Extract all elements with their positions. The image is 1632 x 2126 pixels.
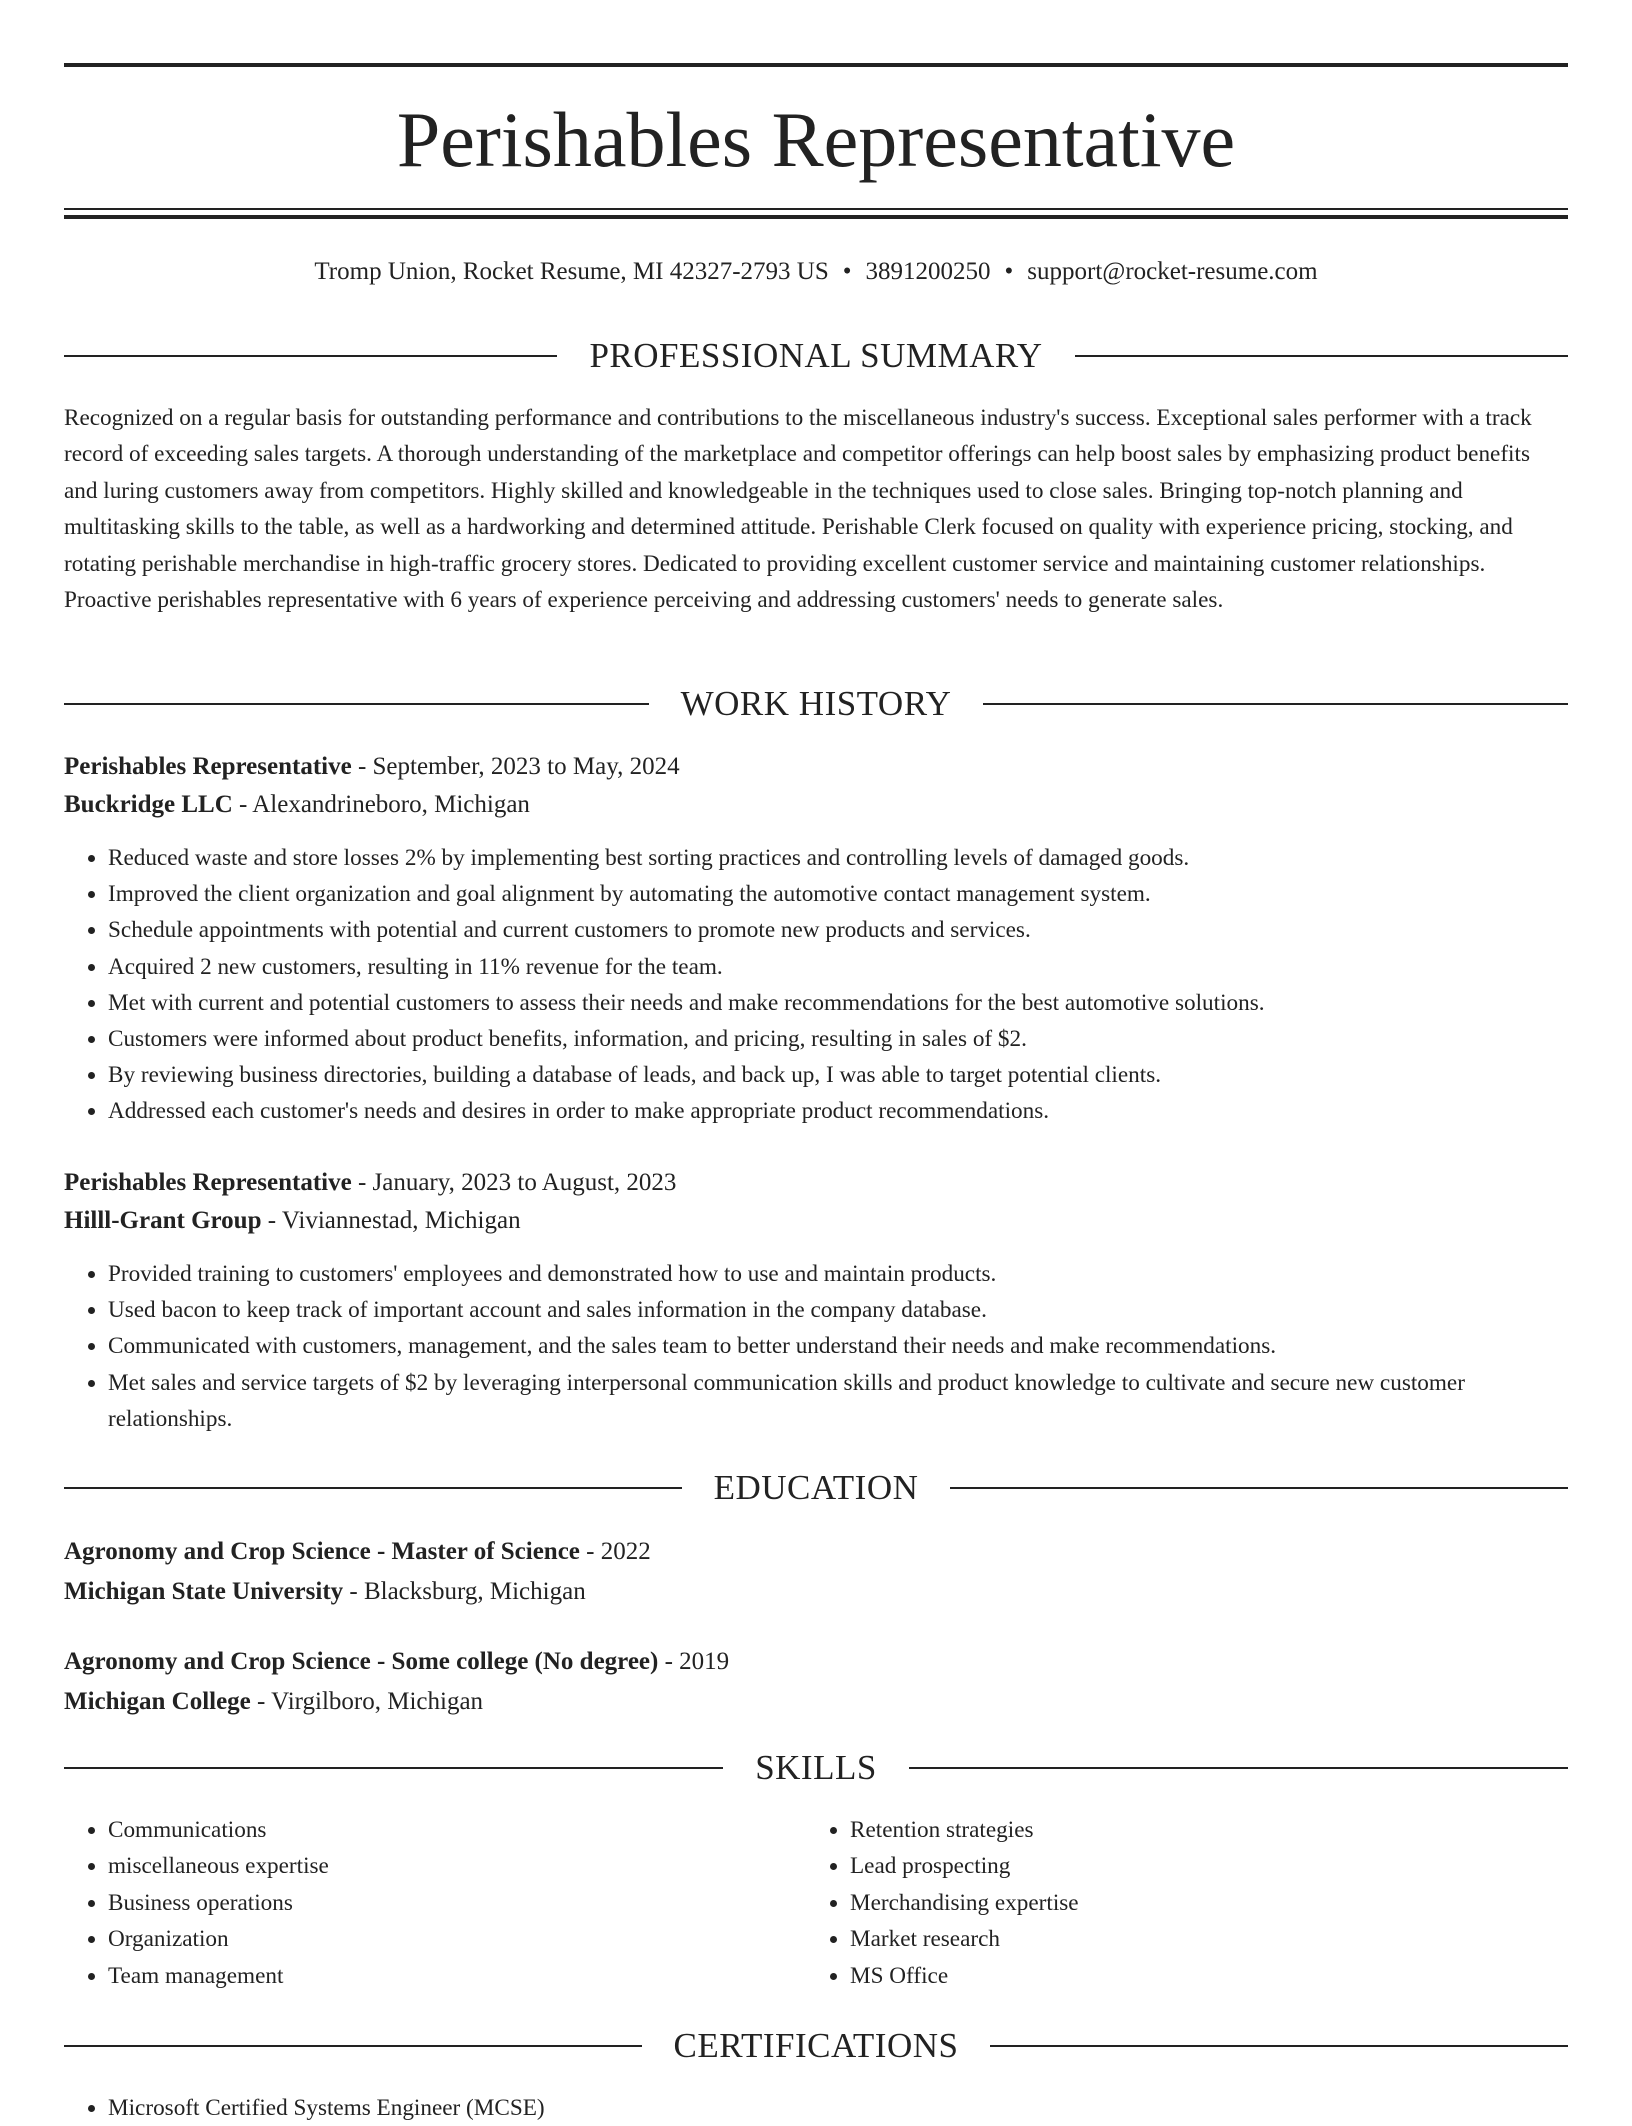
job-entry xyxy=(64,1164,1568,1437)
education-entry xyxy=(64,1532,1568,1612)
list-item: • Retention strategies xyxy=(850,1812,1079,1848)
list-item: • Used bacon to keep track of important account and sales information in the company database. xyxy=(108,1292,1568,1328)
list-item: • Communicated with customers, management, and the sales team to better understand their needs and make recommendations. xyxy=(108,1328,1568,1364)
education-degree-line xyxy=(64,1532,1568,1572)
skills-column-right xyxy=(806,1812,1079,1994)
education-school: Michigan College xyxy=(64,1688,251,1715)
job-title-line xyxy=(64,748,1568,786)
section-heading-education xyxy=(64,1466,1568,1510)
section-title: PROFESSIONAL SUMMARY xyxy=(589,336,1043,375)
contact-phone: 3891200250 xyxy=(865,258,991,285)
list-item: • Team management xyxy=(108,1958,329,1994)
page-title: Perishables Representative xyxy=(396,96,1236,183)
section-heading-work xyxy=(64,682,1568,726)
heading-rule xyxy=(1075,355,1568,357)
section-heading-skills xyxy=(64,1746,1568,1790)
title-rule-thick xyxy=(64,215,1568,219)
heading-rule xyxy=(950,1487,1568,1489)
section-title: WORK HISTORY xyxy=(680,684,952,723)
education-school-line xyxy=(64,1682,1568,1722)
certifications-list xyxy=(64,2090,545,2126)
list-item: • Customers were informed about product benefits, information, and pricing, resulting in sales of $2. xyxy=(108,1021,1568,1057)
list-item: • Met with current and potential customers to assess their needs and make recommendations for the best automotive solutions. xyxy=(108,985,1568,1021)
list-item: • Market research xyxy=(850,1921,1079,1957)
job-location: - Viviannestad, Michigan xyxy=(261,1207,521,1234)
job-dates: - January, 2023 to August, 2023 xyxy=(351,1169,677,1196)
job-title-line xyxy=(64,1164,1568,1202)
list-item: • Lead prospecting xyxy=(850,1848,1079,1884)
education-school: Michigan State University xyxy=(64,1578,344,1605)
education-school-line xyxy=(64,1572,1568,1612)
education-degree: Agronomy and Crop Science - Master of Science xyxy=(64,1538,580,1565)
section-heading-certifications xyxy=(64,2024,1568,2068)
heading-rule xyxy=(983,703,1568,705)
section-title: SKILLS xyxy=(755,1748,877,1787)
list-item: • Addressed each customer's needs and desires in order to make appropriate product recommendations. xyxy=(108,1093,1568,1129)
skills-column-left xyxy=(64,1812,329,1994)
heading-rule xyxy=(64,1487,682,1489)
education-entry xyxy=(64,1642,1568,1722)
list-item: • MS Office xyxy=(850,1958,1079,1994)
top-rule xyxy=(64,63,1568,67)
list-item: • Communications xyxy=(108,1812,329,1848)
education-year: - 2022 xyxy=(579,1538,651,1565)
contact-email: support@rocket-resume.com xyxy=(1027,258,1318,285)
list-item: • By reviewing business directories, building a database of leads, and back up, I was able to target potential clients. xyxy=(108,1057,1568,1093)
job-company: Buckridge LLC xyxy=(64,791,233,818)
education-degree: Agronomy and Crop Science - Some college (No degree) xyxy=(64,1648,659,1675)
heading-rule xyxy=(64,703,649,705)
job-company: Hilll-Grant Group xyxy=(64,1207,262,1234)
job-company-line xyxy=(64,786,1568,824)
section-title: EDUCATION xyxy=(713,1468,919,1507)
list-item: • Provided training to customers' employees and demonstrated how to use and maintain products. xyxy=(108,1256,1568,1292)
contact-address: Tromp Union, Rocket Resume, MI 42327-2793 US xyxy=(314,258,829,285)
skills-list xyxy=(806,1812,1079,1994)
list-item: • Business operations xyxy=(108,1885,329,1921)
list-item: • Acquired 2 new customers, resulting in 11% revenue for the team. xyxy=(108,949,1568,985)
list-item: • Organization xyxy=(108,1921,329,1957)
section-title: CERTIFICATIONS xyxy=(673,2026,959,2065)
list-item: • Met sales and service targets of $2 by leveraging interpersonal communication skills and product knowledge to cultivate and secure new customer relationships. xyxy=(108,1365,1568,1437)
job-entry xyxy=(64,748,1568,1130)
certifications-block xyxy=(64,2090,545,2126)
section-heading-summary xyxy=(64,334,1568,378)
list-item: • Reduced waste and store losses 2% by implementing best sorting practices and controlling levels of damaged goods. xyxy=(108,840,1568,876)
job-dates: - September, 2023 to May, 2024 xyxy=(351,753,680,780)
list-item: • Schedule appointments with potential and current customers to promote new products and services. xyxy=(108,912,1568,948)
heading-rule xyxy=(64,2045,642,2047)
job-company-line xyxy=(64,1202,1568,1240)
job-title: Perishables Representative xyxy=(64,1169,352,1196)
heading-rule xyxy=(990,2045,1568,2047)
list-item: • Improved the client organization and goal alignment by automating the automotive contact management system. xyxy=(108,876,1568,912)
job-title: Perishables Representative xyxy=(64,753,352,780)
list-item: • Microsoft Certified Systems Engineer (MCSE) xyxy=(108,2090,545,2126)
job-location: - Alexandrineboro, Michigan xyxy=(232,791,530,818)
skills-list xyxy=(64,1812,329,1994)
job-bullets xyxy=(64,840,1568,1130)
heading-rule xyxy=(64,1767,723,1769)
title-rule-thin xyxy=(64,208,1568,210)
education-location: - Virgilboro, Michigan xyxy=(250,1688,484,1715)
education-location: - Blacksburg, Michigan xyxy=(343,1578,586,1605)
education-year: - 2019 xyxy=(658,1648,730,1675)
list-item: • Merchandising expertise xyxy=(850,1885,1079,1921)
contact-separator: • xyxy=(1004,258,1014,285)
heading-rule xyxy=(909,1767,1568,1769)
education-degree-line xyxy=(64,1642,1568,1682)
contact-line xyxy=(64,254,1568,290)
contact-separator: • xyxy=(842,258,852,285)
list-item: • miscellaneous expertise xyxy=(108,1848,329,1884)
summary-text: Recognized on a regular basis for outstanding performance and contributions to the miscellaneous industry's success. Exceptional sales performer with a track record of exceeding sales targets. A thorough understanding of the marketplace and competitor offerings can help boost sales by emphasizing product benefits and luring customers away from competitors. Highly skilled and knowledgeable in the techniques used to close sales. Bringing top-notch planning and multitasking skills to the table, as well as a hardworking and determined attitude. Perishable Clerk focused on quality with experience pricing, stocking, and rotating perishable merchandise in high-traffic grocery stores. Dedicated to providing excellent customer service and maintaining customer relationships. Proactive perishables representative with 6 years of experience perceiving and addressing customers' needs to generate sales. xyxy=(64,405,1532,614)
heading-rule xyxy=(64,355,557,357)
job-bullets xyxy=(64,1256,1568,1437)
